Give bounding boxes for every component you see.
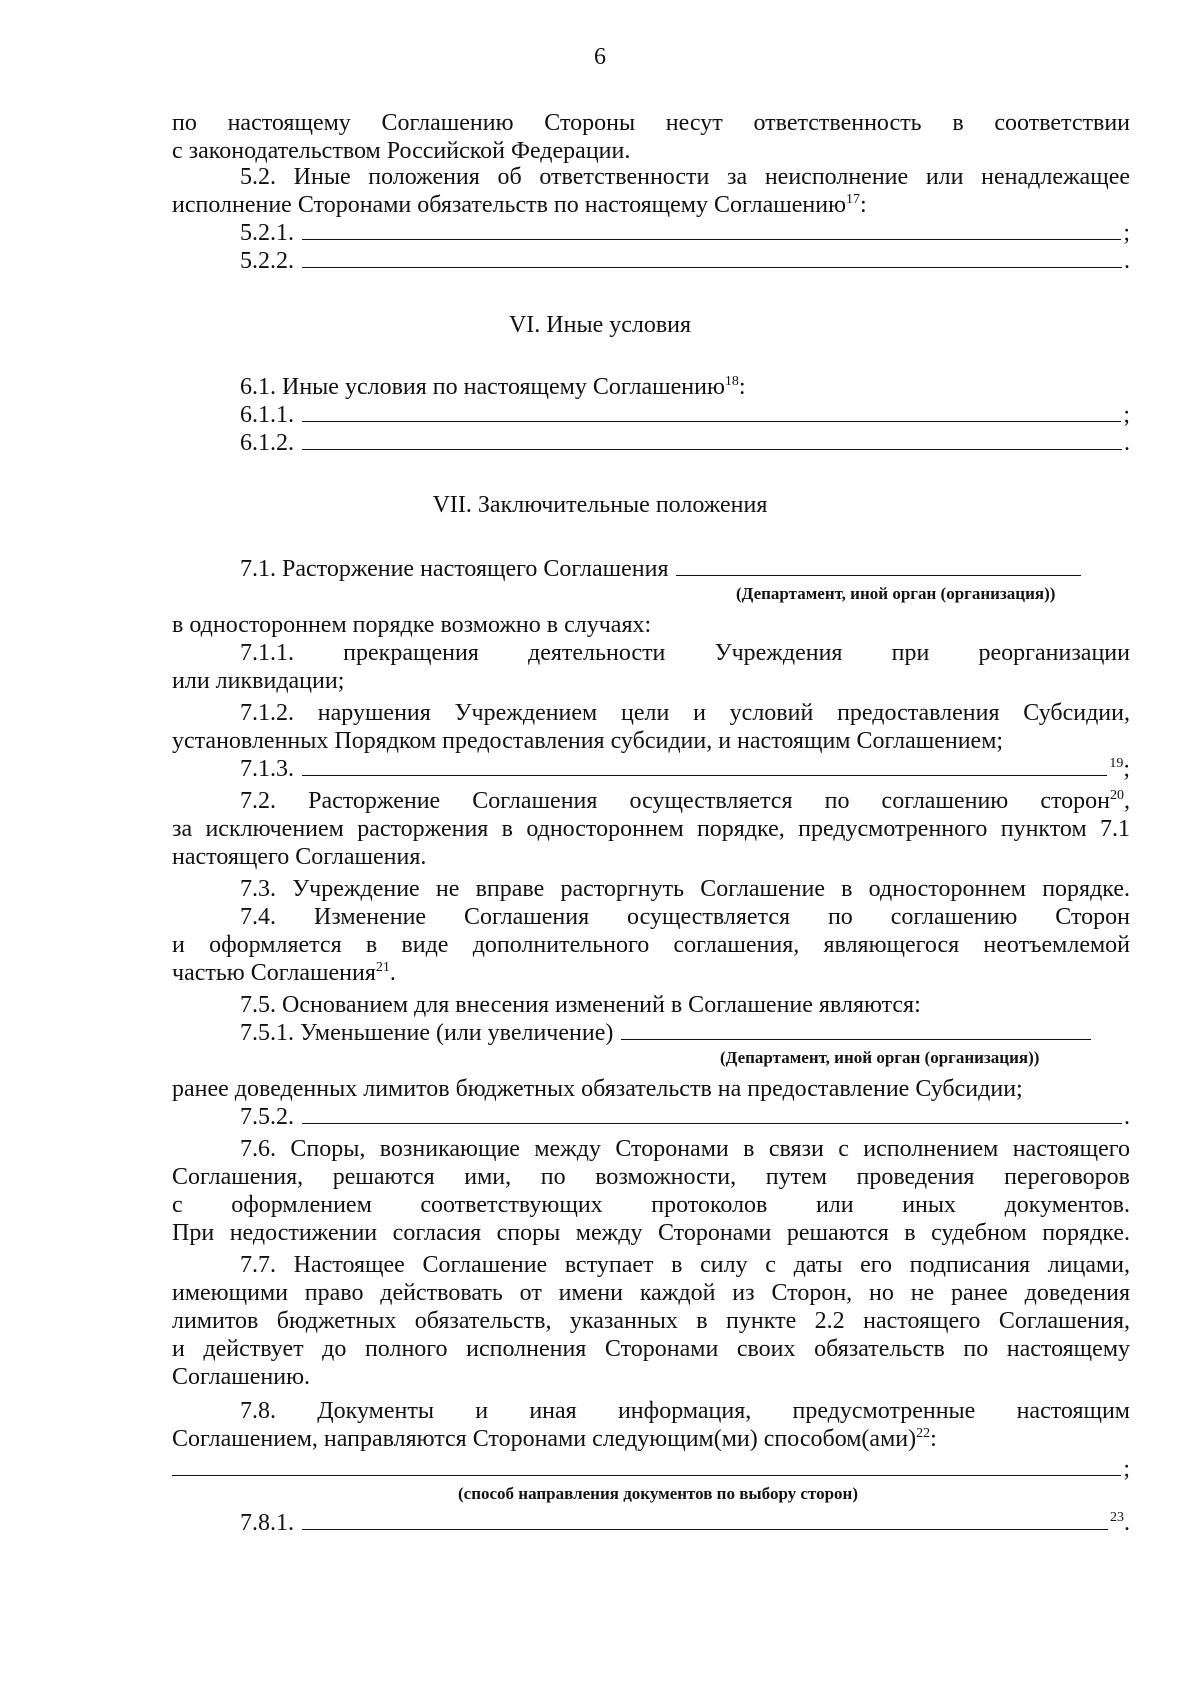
footnote-ref: 20	[1110, 788, 1124, 803]
clause-7-1-2: 7.1.2. нарушения Учреждением цели и условий предоставления Субсидии,	[240, 700, 1130, 726]
punctuation: :	[738, 374, 746, 400]
footnote-ref: 22	[916, 1426, 931, 1441]
text-line: Соглашения, решаются ими, по возможности, путем проведения переговоров	[172, 1164, 1130, 1190]
blank-field-6-1-2[interactable]	[240, 428, 1130, 458]
section-heading-vi: VI. Иные условия	[508, 312, 692, 338]
punctuation: .	[389, 960, 396, 986]
text-line: или ликвидации;	[172, 668, 345, 694]
punctuation: ;	[1123, 1456, 1130, 1482]
text-line-body: 6.1. Иные условия по настоящему Соглашению	[240, 374, 725, 400]
footnote-ref: 18	[724, 374, 739, 389]
blank-field-5-2-2[interactable]	[240, 246, 1130, 276]
text-line: в одностороннем порядке возможно в случаях:	[172, 612, 652, 638]
clause-7-6: 7.6. Споры, возникающие между Сторонами в связи с исполнением настоящего	[240, 1136, 1130, 1162]
clause-7-3: 7.3. Учреждение не вправе расторгнуть Соглашение в одностороннем порядке.	[240, 876, 1130, 902]
text-line-body: 7.5.1. Уменьшение (или увеличение)	[240, 1020, 614, 1046]
text-line: и действует до полного исполнения Сторонами своих обязательств по настоящему	[172, 1336, 1130, 1362]
punctuation: ;	[1123, 756, 1130, 782]
punctuation: ;	[1123, 402, 1130, 428]
text-line	[172, 190, 1130, 220]
text-line: за исключением расторжения в одностороннем порядке, предусмотренного пунктом 7.1	[172, 816, 1130, 842]
text-line: настоящего Соглашения.	[172, 844, 427, 870]
field-caption: (Департамент, иной орган (организация))	[720, 1048, 1040, 1067]
punctuation: :	[930, 1426, 937, 1452]
punctuation: .	[1124, 1104, 1130, 1130]
clause-5-2: 5.2. Иные положения об ответственности за неисполнение или ненадлежащее	[240, 164, 1130, 190]
fill-in-line	[302, 1528, 1108, 1530]
fill-in-line[interactable]	[676, 574, 1081, 576]
fill-in-line	[302, 774, 1107, 776]
clause-number: 5.2.1.	[240, 220, 294, 246]
fill-in-line	[302, 420, 1121, 422]
text-line: лимитов бюджетных обязательств, указанных в пункте 2.2 настоящего Соглашения,	[172, 1308, 1130, 1334]
text-line	[172, 1424, 1130, 1454]
clause-7-5-1	[240, 1018, 1130, 1048]
punctuation: .	[1124, 430, 1130, 456]
text-line: При недостижении согласия споры между Сторонами решаются в судебном порядке.	[172, 1220, 1130, 1246]
section-heading-vii: VII. Заключительные положения	[432, 492, 768, 518]
text-line: и оформляется в виде дополнительного соглашения, являющегося неотъемлемой	[172, 932, 1130, 958]
text-line-body: частью Соглашения	[172, 960, 376, 986]
fill-in-line	[302, 266, 1122, 268]
punctuation: ;	[1123, 220, 1130, 246]
fill-in-line	[172, 1474, 1121, 1476]
clause-7-8: 7.8. Документы и иная информация, предусмотренные настоящим	[240, 1398, 1130, 1424]
fill-in-line	[302, 448, 1122, 450]
footnote-ref: 23	[1110, 1510, 1124, 1525]
blank-field-7-8-1[interactable]	[240, 1508, 1130, 1538]
footnote-ref-group	[1107, 754, 1130, 784]
fill-in-line[interactable]	[621, 1038, 1091, 1040]
blank-field-6-1-1[interactable]	[240, 400, 1130, 430]
footnote-ref-group	[1108, 1508, 1130, 1538]
field-caption: (Департамент, иной орган (организация))	[736, 584, 1056, 603]
clause-number: 7.1.3.	[240, 756, 294, 782]
clause-number: 6.1.2.	[240, 430, 294, 456]
fill-in-line	[302, 1122, 1122, 1124]
punctuation: .	[1124, 248, 1130, 274]
footnote-ref: 19	[1109, 756, 1124, 771]
text-line: имеющими право действовать от имени каждой из Сторон, но не ранее доведения	[172, 1280, 1130, 1306]
blank-field-5-2-1[interactable]	[240, 218, 1130, 248]
clause-number: 6.1.1.	[240, 402, 294, 428]
clause-number: 5.2.2.	[240, 248, 294, 274]
clause-number: 7.8.1.	[240, 1510, 294, 1536]
clause-7-2	[240, 786, 1130, 816]
text-line: по настоящему Соглашению Стороны несут ответственность в соответствии	[172, 110, 1130, 136]
footnote-ref: 21	[375, 960, 390, 975]
text-line: с законодательством Российской Федерации.	[172, 138, 631, 164]
text-line: установленных Порядком предоставления субсидии, и настоящим Соглашением;	[172, 728, 1004, 754]
punctuation: ,	[1124, 788, 1130, 814]
footnote-ref: 17	[846, 192, 861, 207]
field-caption: (способ направления документов по выбору сторон)	[458, 1484, 859, 1503]
clause-6-1	[240, 372, 1130, 402]
text-line-body: 7.2. Расторжение Соглашения осуществляется по соглашению сторон	[240, 788, 1110, 814]
clause-7-1	[240, 554, 1130, 584]
blank-field-7-1-3[interactable]	[240, 754, 1130, 784]
text-line-body: Соглашением, направляются Сторонами следующим(ми) способом(ами)	[172, 1426, 917, 1452]
text-line-body: исполнение Сторонами обязательств по настоящему Соглашению	[172, 192, 847, 218]
clause-7-4: 7.4. Изменение Соглашения осуществляется по соглашению Сторон	[240, 904, 1130, 930]
clause-number: 7.5.2.	[240, 1104, 294, 1130]
clause-7-7: 7.7. Настоящее Соглашение вступает в силу с даты его подписания лицами,	[240, 1252, 1130, 1278]
text-line	[172, 958, 1130, 988]
fill-in-line	[302, 238, 1121, 240]
text-line: ранее доведенных лимитов бюджетных обязательств на предоставление Субсидии;	[172, 1076, 1023, 1102]
punctuation: .	[1124, 1510, 1130, 1536]
clause-7-5: 7.5. Основанием для внесения изменений в Соглашение являются:	[240, 992, 921, 1018]
blank-field-7-5-2[interactable]	[240, 1102, 1130, 1132]
blank-field-7-8[interactable]	[172, 1454, 1130, 1484]
text-line: Соглашению.	[172, 1364, 311, 1390]
text-line: с оформлением соответствующих протоколов или иных документов.	[172, 1192, 1130, 1218]
page-number: 6	[594, 44, 606, 70]
clause-7-1-1: 7.1.1. прекращения деятельности Учреждения при реорганизации	[240, 640, 1130, 666]
text-line-body: 7.1. Расторжение настоящего Соглашения	[240, 556, 669, 582]
punctuation: :	[860, 192, 867, 218]
